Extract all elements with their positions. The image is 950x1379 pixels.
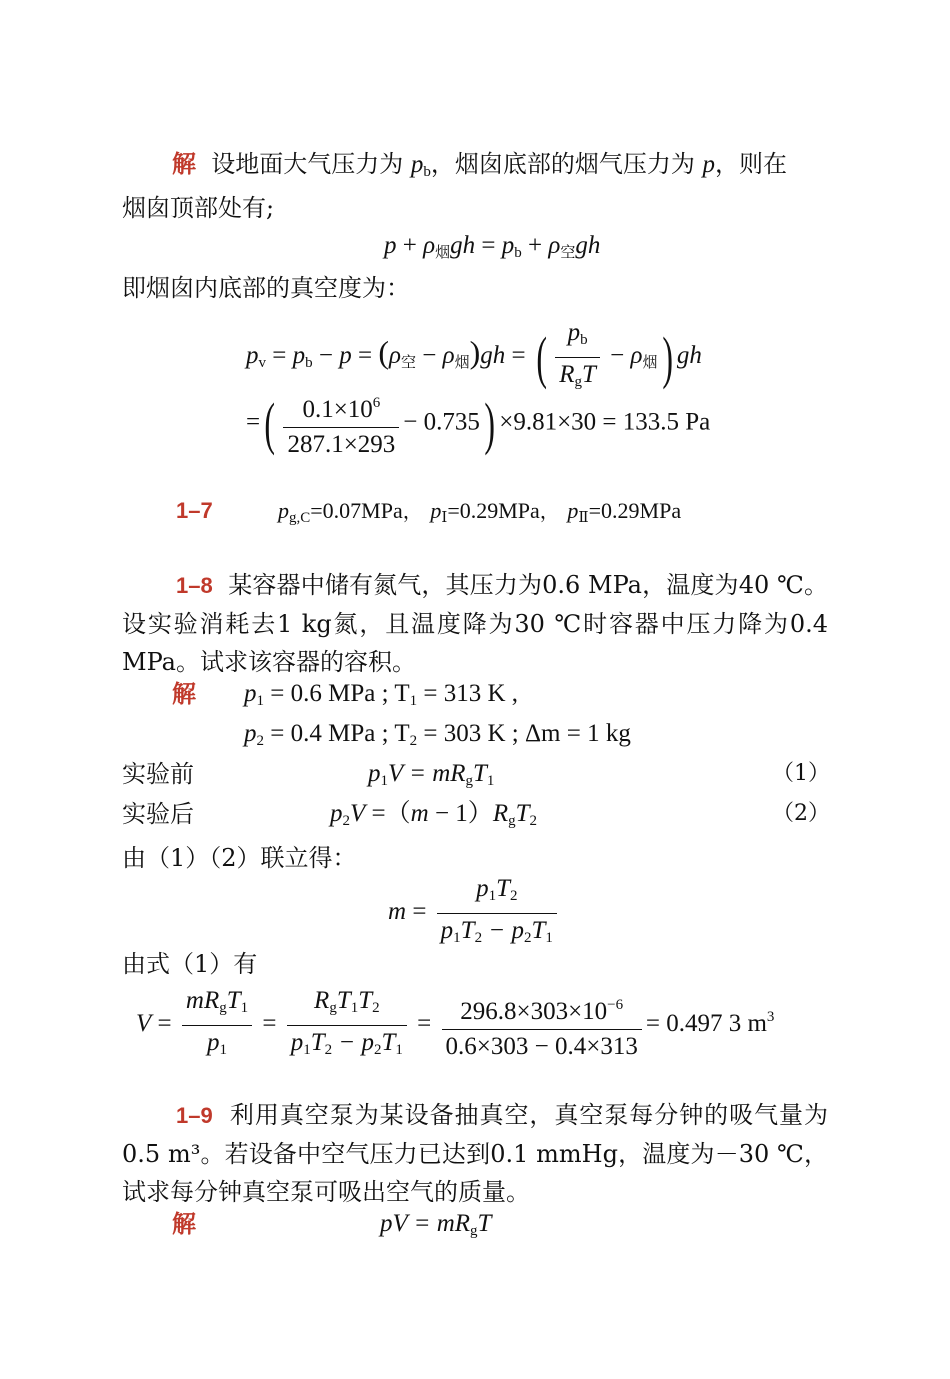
intro-text: 设地面大气压力为 — [211, 150, 404, 178]
solution-label: 解 — [172, 149, 196, 178]
equation-ideal-gas: pV = $mR_gT$ — [380, 1210, 492, 1239]
problem-text: 某容器中储有氮气，其压力为0.6 MPa，温度为40 ℃。设实验消耗去1 kg氮，且温度降为30 ℃时容器中压力降为0.4 MPa。试求该容器的容积。 — [122, 571, 828, 676]
equation-tag-2: （2） — [772, 801, 830, 826]
equation-after: $p_2V =(m - 1)R_gT_2$ — [330, 800, 537, 829]
equation-vacuum: $p_v = p_b - p = (\rho_空 - \rho_烟)gh$ = ( $\frac{p_b}{R_gT}$ − $\rho_烟$) gh — [246, 316, 702, 399]
problem-1-7: 1–7 $p_{g,C}=0.07MPa$， $p_Ⅰ=0.29MPa$， $p_Ⅱ=0.29MPa$ — [176, 498, 682, 526]
equation-volume: V = $\frac{mR_gT_1}{p_1}$ = $\frac{R_gT_1T_2}{p_1T_2 - p_2T_1}$ = $\frac{296.8\times 303\times 10^{-6}}{0.6\times 303 - 0.4\times 313}$ = 0.497 3 $m^3$ — [136, 984, 774, 1067]
solution-intro: 解 设地面大气压力为 $p_b$，烟囱底部的烟气压力为 p，则在 — [172, 149, 788, 180]
intro-line2: 烟囱顶部处有; — [122, 194, 275, 222]
equation-before: $p_1V = mR_gT_1$ — [368, 760, 495, 789]
from-eq1-text: 由式（1）有 — [122, 950, 258, 978]
problem-1-8-statement — [122, 566, 828, 681]
problem-number: 1–9 — [176, 1103, 213, 1128]
before-label: 实验前 — [122, 760, 194, 788]
intro-text-3: ，则在 — [715, 150, 788, 178]
equation-calc: =( $\frac{0.1\times 10^6}{287.1\times 293}$ − 0.735) ×9.81×30 = 133.5 Pa — [246, 386, 710, 462]
given-2: $p_2 = 0.4$ MPa ; $T_2 = 303$ K ; Δm = 1 kg — [244, 720, 631, 749]
given-1: $p_1 = 0.6$ MPa ; $T_1 = 313$ K , — [244, 680, 518, 709]
intro-text-2: ，烟囱底部的烟气压力为 — [430, 150, 695, 178]
equation-balance: $p + \rho_烟gh = p_b + \rho_空gh$ — [384, 232, 601, 261]
equation-tag-1: （1） — [772, 761, 830, 786]
problem-text: 利用真空泵为某设备抽真空，真空泵每分钟的吸气量为0.5 m³。若设备中空气压力已达到0.1 mmHg，温度为－30 ℃，试求每分钟真空泵可吸出空气的质量。 — [122, 1101, 828, 1206]
vacuum-text: 即烟囱内底部的真空度为： — [122, 274, 410, 302]
problem-number: 1–8 — [176, 573, 213, 598]
problem-number: 1–7 — [176, 498, 213, 523]
solution-label-1-9: 解 — [172, 1209, 196, 1238]
after-label: 实验后 — [122, 800, 194, 828]
solution-label-1-8: 解 — [172, 679, 196, 708]
combine-text: 由（1）（2）联立得： — [122, 844, 357, 872]
problem-1-9-statement — [122, 1096, 828, 1211]
equation-mass: m = $\frac{p_1T_2}{p_1T_2 - p_2T_1}$ — [388, 872, 561, 955]
